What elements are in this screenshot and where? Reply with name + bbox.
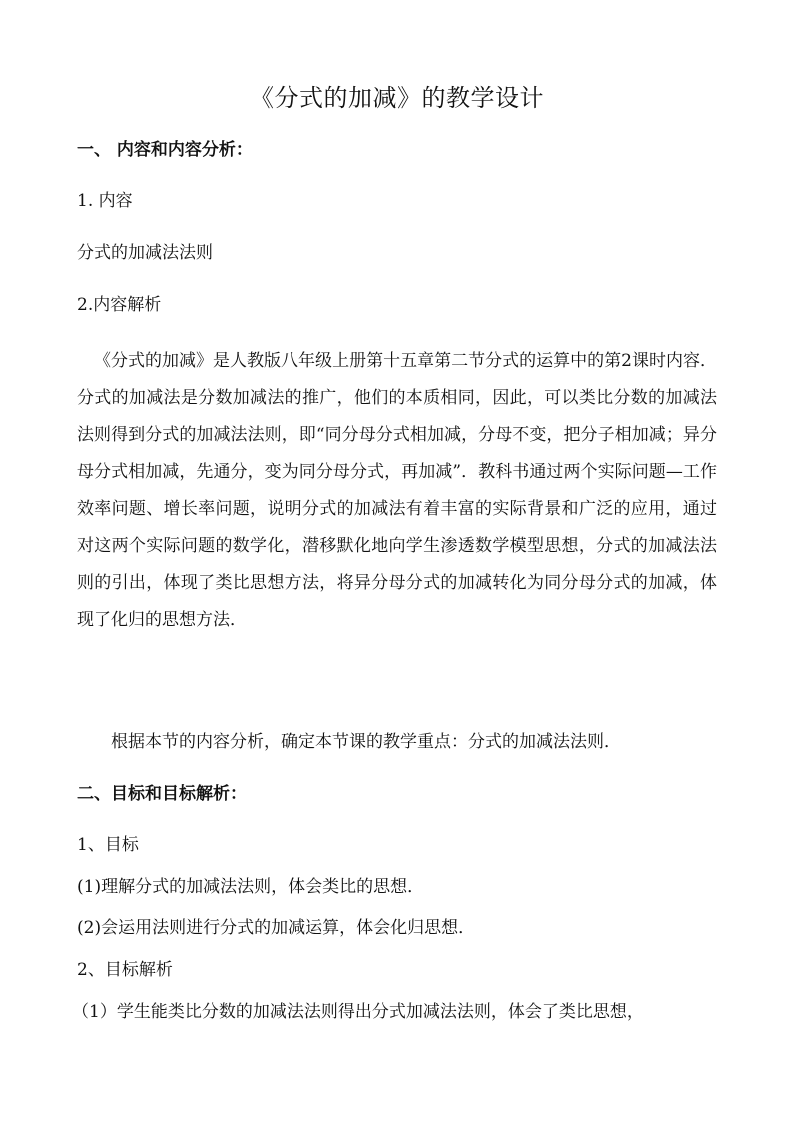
content-text: 分式的加减法法则 bbox=[77, 243, 213, 263]
section-heading-goals: 二、目标和目标解析： bbox=[77, 784, 247, 804]
content-analysis-paragraph: 《分式的加减》是人教版八年级上册第十五章第二节分式的运算中的第2课时内容．分式的加减法是分数加减法的推广，他们的本质相同，因此，可以类比分数的加减法法则得到分式的加减法法则，即“同分母分式相加减，分母不变，把分子相加减；异分母分式相加减，先通分，变为同分母分式，再加减”．教科书通过两个实际问题—工作效率问题、增长率问题，说明分式的加减法有着丰富的实际背景和广泛的应用，通过对这两个实际问题的数学化，潜移默化地向学生渗透数学模型思想，分式的加减法法则的引出，体现了类比思想方法，将异分母分式的加减转化为同分母分式的加减，体现了化归的思想方法． bbox=[77, 351, 717, 630]
goal-label: 1、目标 bbox=[77, 835, 139, 855]
goal-item-2: (2)会运用法则进行分式的加减运算，体会化归思想． bbox=[77, 918, 476, 938]
goal-analysis-item-1: （1）学生能类比分数的加减法法则得出分式加减法法则，体会了类比思想， bbox=[72, 1002, 644, 1022]
page-title: 《分式的加减》的教学设计 bbox=[250, 84, 544, 112]
teaching-key-point: 根据本节的内容分析，确定本节课的教学重点：分式的加减法法则． bbox=[111, 732, 621, 752]
goal-item-1: (1)理解分式的加减法法则，体会类比的思想． bbox=[77, 877, 425, 897]
section-heading-content-analysis: 一、 内容和内容分析： bbox=[77, 140, 253, 160]
item-label-content-analysis: 2.内容解析 bbox=[77, 295, 162, 315]
goal-analysis-label: 2、目标解析 bbox=[77, 960, 173, 980]
item-label-content: 1. 内容 bbox=[77, 191, 133, 211]
